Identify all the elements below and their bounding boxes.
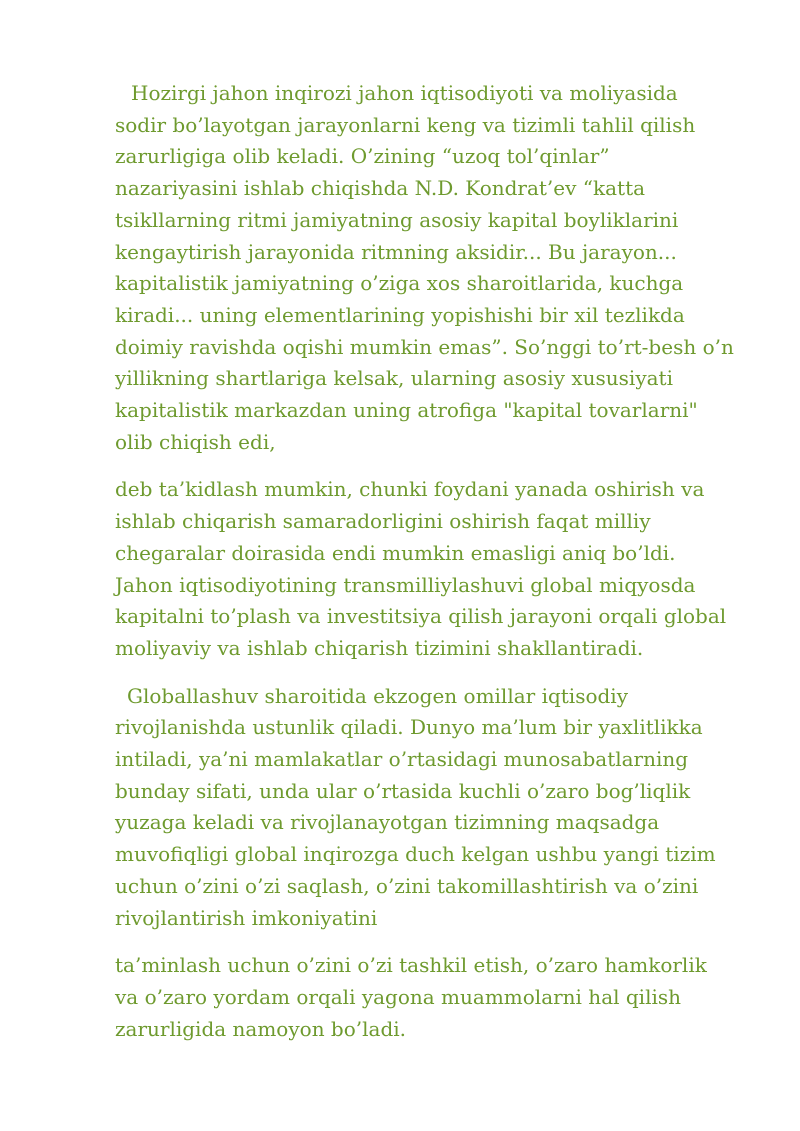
document-page <box>115 78 765 1061</box>
paragraph-2: deb ta’kidlash mumkin, chunki foydani yanada oshirish va ishlab chiqarish samaradorligini oshirish faqat milliy chegaralar doirasida endi mumkin emasligi aniq bo’ldi. Jahon iqtisodiyotining transmilliylashuvi global miqyosda kapitalni to’plash va investitsiya qilish jarayoni orqali global moliyaviy va ishlab chiqarish tizimini shakllantiradi. <box>115 477 727 660</box>
paragraph-3: Globallashuv sharoitida ekzogen omillar iqtisodiy rivojlanishda ustunlik qiladi. Dunyo ma’lum bir yaxlitlikka intiladi, ya’ni mamlakatlar o’rtasidagi munosabatlarning bunday sifati, unda ular o’rtasida kuchli o’zaro bog’liqlik yuzaga keladi va rivojlanayotgan tizimning maqsadga muvofiqligi global inqirozga duch kelgan ushbu yangi tizim uchun o’zini o’zi saqlash, o’zini takomillashtirish va o’zini rivojlantirish imkoniyatini <box>115 683 716 930</box>
paragraph-1: Hozirgi jahon inqirozi jahon iqtisodiyoti va moliyasida sodir bo’layotgan jarayonlarni keng va tizimli tahlil qilish zarurligiga olib keladi. O’zining “uzoq tol’qinlar” nazariyasini ishlab chiqishda N.D. Kondrat’ev “katta tsikllarning ritmi jamiyatning asosiy kapital boyliklarini kengaytirish jarayonida ritmning aksidir... Bu jarayon... kapitalistik jamiyatning o’ziga xos sharoitlarida, kuchga kiradi... uning elementlarining yopishishi bir xil tezlikda doimiy ravishda oqishi mumkin emas”. So’nggi to’rt-besh o’n yillikning shartlariga kelsak, ularning asosiy xususiyati kapitalistik markazdan uning atrofiga "kapital tovarlarni" olib chiqish edi, <box>115 81 734 454</box>
paragraph-4: ta’minlash uchun o’zini o’zi tashkil etish, o’zaro hamkorlik va o’zaro yordam orqali yagona muammolarni hal qilish zarurligida namoyon bo’ladi. <box>115 953 707 1041</box>
